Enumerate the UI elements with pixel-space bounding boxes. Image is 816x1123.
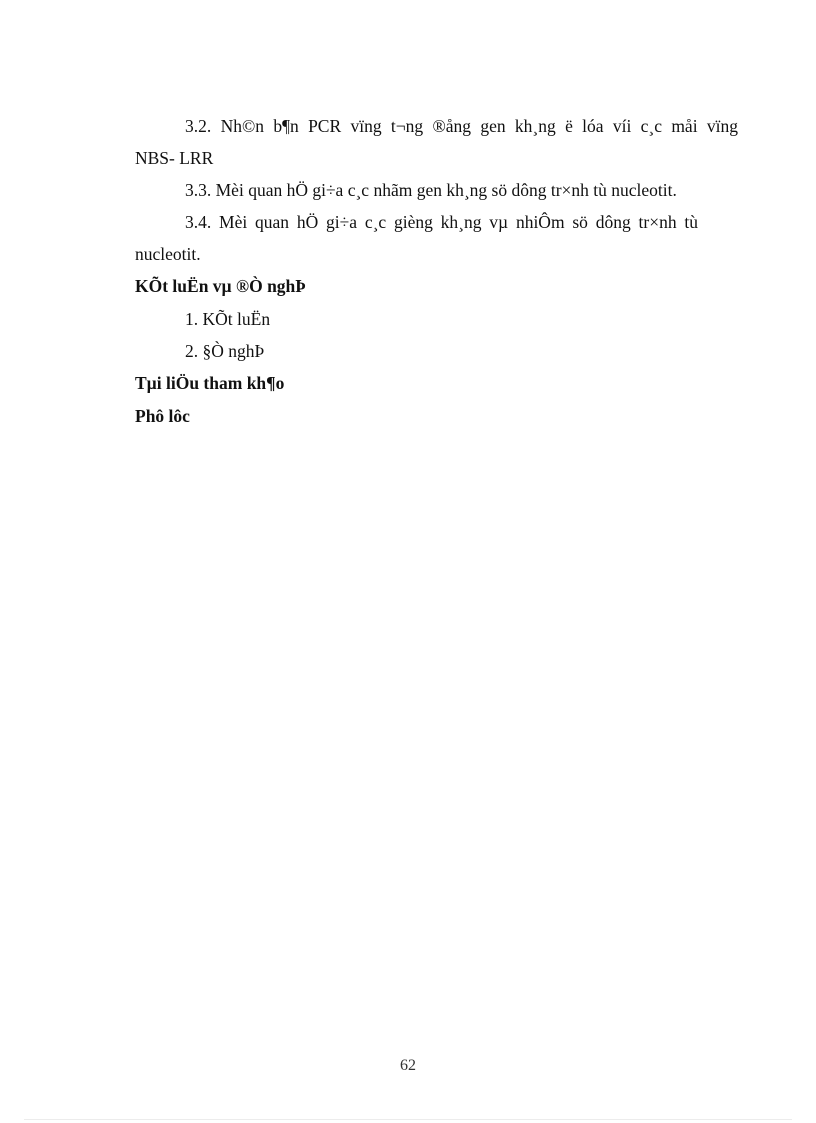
section-3-4-line-2: nucleotit. — [135, 244, 201, 264]
conclusion-heading: KÕt luËn vµ ®Ò nghÞ — [135, 276, 306, 296]
section-3-2-line-2: NBS- LRR — [135, 148, 214, 168]
section-3-2-line-1: 3.2. Nh©n b¶n PCR vïng t¬ng ®ång gen kh¸ng ë lóa víi c¸c måi vïng — [185, 116, 738, 136]
section-3-4-line-1: 3.4. Mèi quan hÖ gi÷a c¸c gièng kh¸ng vµ nhiÔm sö dông tr×nh tù — [185, 212, 698, 232]
page-number: 62 — [400, 1057, 416, 1074]
conclusion-item: 1. KÕt luËn — [185, 309, 271, 329]
section-3-3: 3.3. Mèi quan hÖ gi÷a c¸c nhãm gen kh¸ng sö dông tr×nh tù nucleotit. — [185, 180, 677, 200]
recommendation-item: 2. §Ò nghÞ — [185, 341, 265, 361]
appendix-heading: Phô lôc — [135, 406, 190, 426]
references-heading: Tµi liÖu tham kh¶o — [135, 373, 285, 393]
page-edge-divider — [24, 1119, 792, 1120]
